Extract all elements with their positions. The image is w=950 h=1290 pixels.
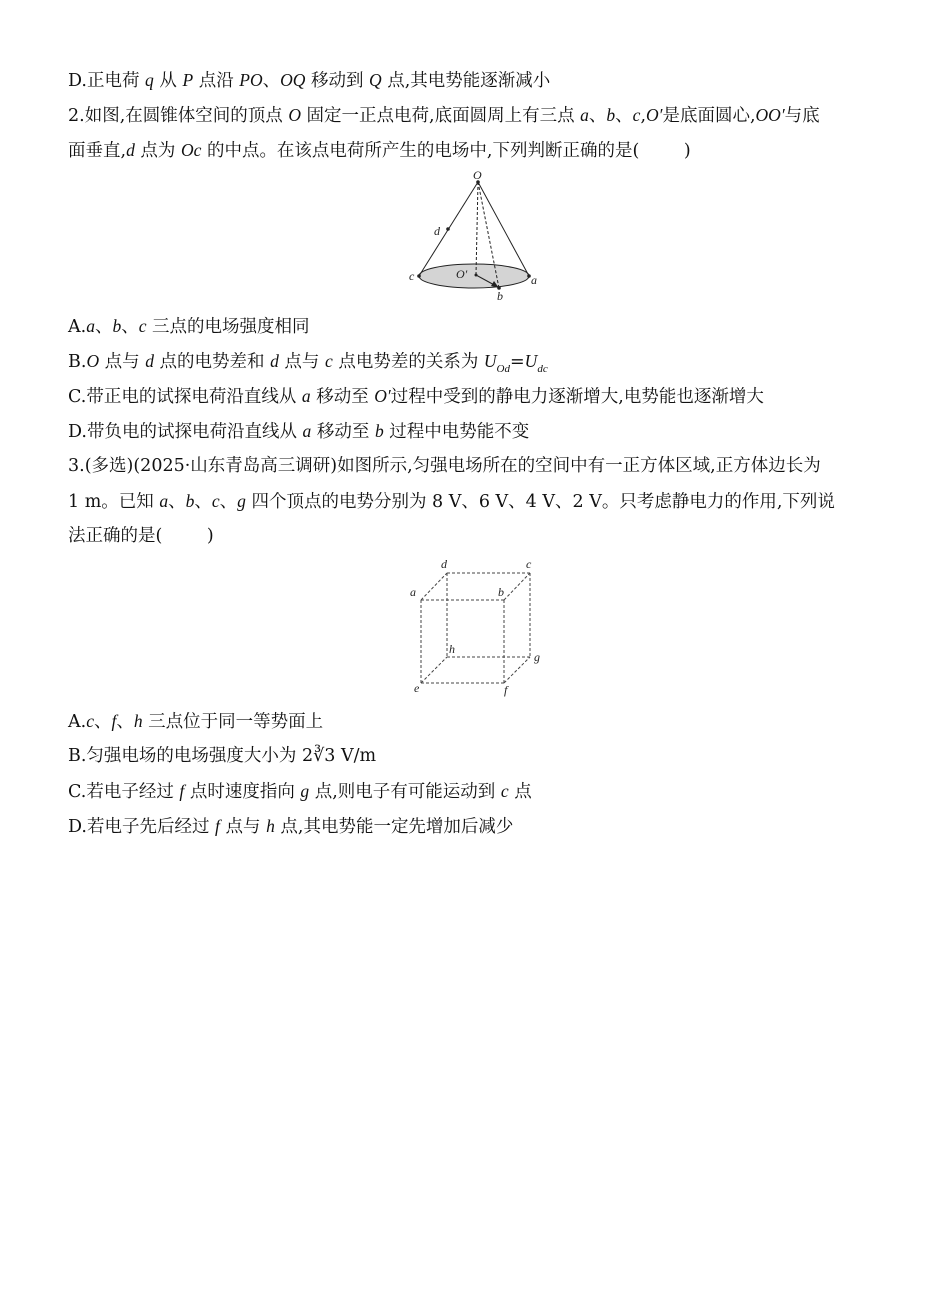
q2-stem-line1: 2.如图,在圆锥体空间的顶点 O 固定一正点电荷,底面圆周上有三点 a、b、c,O′是底面圆心,OO′与底 [68, 105, 820, 126]
cube-figure [405, 555, 555, 700]
q3-stem-line2: 1 m。已知 a、b、c、g 四个顶点的电势分别为 8 V、6 V、4 V、2 V。只考虑静电力的作用,下列说 [68, 491, 835, 512]
q2-option-d: D.带负电的试探电荷沿直线从 a 移动至 b 过程中电势能不变 [68, 421, 530, 442]
label-c: c [526, 557, 532, 571]
edge-fg [504, 657, 530, 683]
edge-eh [421, 657, 447, 683]
label-h: h [449, 642, 455, 656]
label-g: g [534, 650, 540, 664]
label-a: a [531, 273, 537, 287]
label-a: a [410, 585, 416, 599]
cone-edge-right [478, 182, 529, 276]
label-e: e [414, 681, 420, 695]
q3-stem-line1: 3.(多选)(2025·山东青岛高三调研)如图所示,匀强电场所在的空间中有一正方体区域,正方体边长为 [68, 456, 821, 476]
q1-option-d: D.正电荷 q 从 P 点沿 PO、OQ 移动到 Q 点,其电势能逐渐减小 [68, 70, 551, 91]
q3-option-b: B.匀强电场的电场强度大小为 2∛3 V/m [68, 746, 377, 766]
label-d: d [434, 224, 440, 238]
label-Oprime: O′ [456, 267, 468, 281]
q2-option-a: A.a、b、c 三点的电场强度相同 [68, 316, 310, 337]
point-c [417, 274, 421, 278]
q2-stem-line2: 面垂直,d 点为 Oc 的中点。在该点电荷所产生的电场中,下列判断正确的是( ) [68, 140, 691, 161]
q3-option-c: C.若电子经过 f 点时速度指向 g 点,则电子有可能运动到 c 点 [68, 781, 532, 802]
label-c: c [409, 269, 415, 283]
point-Oprime [475, 274, 478, 277]
label-d: d [441, 557, 447, 571]
cone-figure [405, 168, 555, 303]
cone-base-ellipse [419, 264, 529, 288]
label-b: b [497, 289, 503, 303]
label-b: b [498, 585, 504, 599]
label-f: f [504, 683, 508, 697]
label-O: O [473, 168, 482, 182]
point-d [446, 227, 450, 231]
edge-ad [421, 573, 447, 600]
q2-option-b: B.O 点与 d 点的电势差和 d 点与 c 点电势差的关系为 $U_{Od}=U_{dc}$ [68, 351, 548, 375]
q2-option-c: C.带正电的试探电荷沿直线从 a 移动至 O′过程中受到的静电力逐渐增大,电势能也逐渐增大 [68, 386, 764, 407]
axis-OOprime [476, 182, 478, 275]
edge-bc [504, 573, 530, 600]
q3-option-d: D.若电子先后经过 f 点与 h 点,其电势能一定先增加后减少 [68, 816, 514, 837]
q3-stem-line3: 法正确的是( ) [68, 526, 214, 546]
q3-option-a: A.c、f、h 三点位于同一等势面上 [68, 711, 324, 732]
